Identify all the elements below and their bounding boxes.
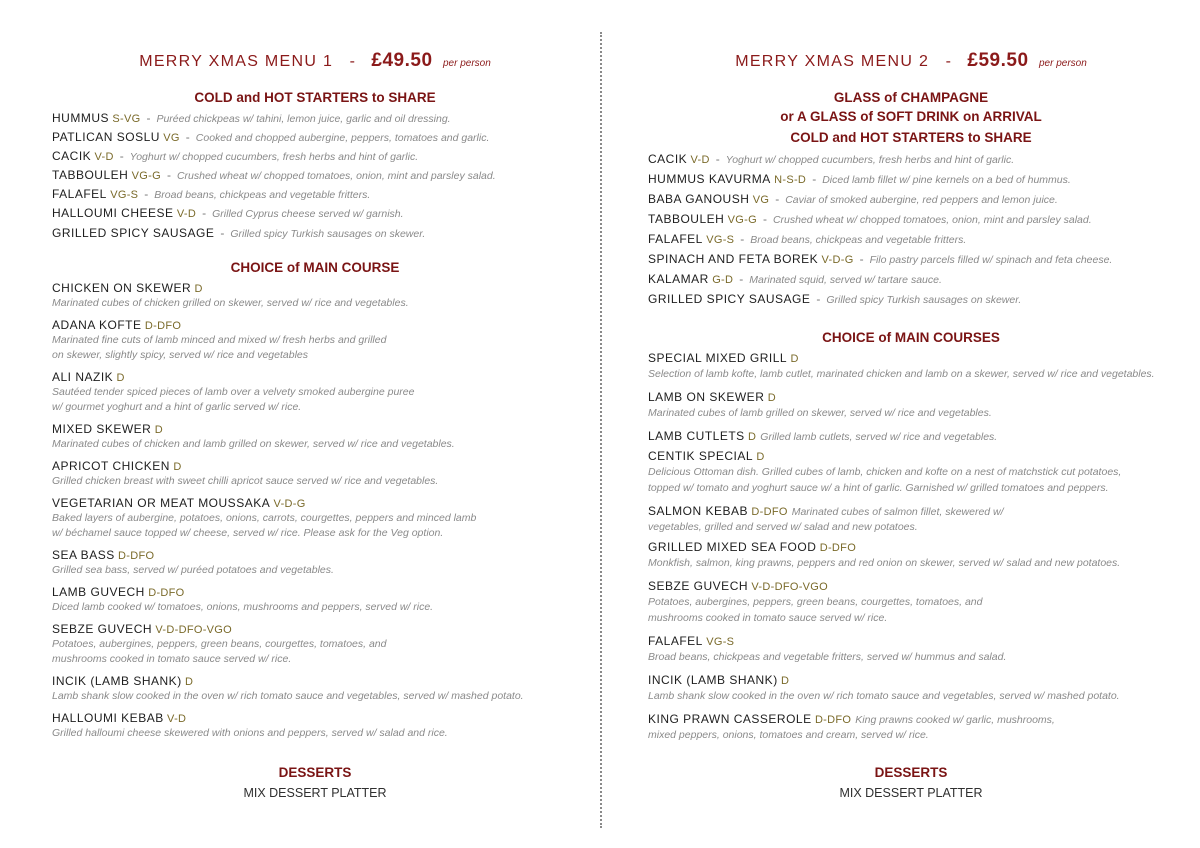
item-name: CACIK (648, 152, 688, 166)
item-description: Broad beans, chickpeas and vegetable fritters. (750, 234, 967, 246)
dietary-code: D (790, 353, 799, 365)
dietary-code: VG-S (706, 234, 735, 246)
item-description: King prawns cooked w/ garlic, mushrooms, (855, 714, 1055, 726)
item-name: TABBOULEH (52, 168, 129, 182)
menu-2-main-item (648, 449, 765, 465)
item-name: CACIK (52, 149, 92, 163)
menu-1-main-item (52, 711, 186, 727)
menu-1-per-person: per person (443, 58, 491, 69)
menu-1-main-item (52, 318, 181, 334)
menu-1-main-item (52, 548, 154, 564)
item-description: Puréed chickpeas w/ tahini, lemon juice, garlic and oil dressing. (156, 113, 451, 125)
menu-1-title-separator: - (349, 53, 355, 70)
item-name: KING PRAWN CASSEROLE (648, 712, 812, 726)
menu-2-arrival-line-2: or A GLASS of SOFT DRINK on ARRIVAL (780, 109, 1042, 124)
dietary-code: V-D-DFO-VGO (751, 581, 829, 593)
item-name: SPINACH AND FETA BOREK (648, 252, 819, 266)
dietary-code: VG-G (131, 170, 161, 182)
dietary-code: V-D (176, 208, 197, 220)
menu-2-starter-item: CACIK V-D - Yoghurt w/ chopped cucumbers, fresh herbs and hint of garlic. (648, 152, 1015, 166)
item-description: Yoghurt w/ chopped cucumbers, fresh herbs and hint of garlic. (129, 151, 419, 163)
item-name: BABA GANOUSH (648, 192, 750, 206)
menu-1 (50, 0, 580, 848)
item-description: Diced lamb cooked w/ tomatoes, onions, mushrooms and peppers, served w/ rice. (52, 601, 434, 613)
menu-2-main-item (648, 579, 828, 595)
dietary-code: G-D (712, 274, 734, 286)
item-name: FALAFEL (648, 634, 703, 648)
item-name: PATLICAN SOSLU (52, 130, 160, 144)
menu-2-main-item (648, 504, 1004, 520)
item-description: Grilled halloumi cheese skewered with onions and peppers, served w/ salad and rice. (52, 727, 448, 739)
item-name: SPECIAL MIXED GRILL (648, 351, 788, 365)
menu-1-starter-item: TABBOULEH VG-G - Crushed wheat w/ chopped tomatoes, onion, mint and parsley salad. (52, 168, 496, 182)
dietary-code: D-DFO (118, 550, 155, 562)
menu-2-mains-heading: CHOICE of MAIN COURSES (822, 330, 1000, 345)
item-name: INCIK (LAMB SHANK) (52, 674, 182, 688)
menu-2-main-item (648, 540, 856, 556)
page-divider (600, 32, 602, 828)
item-name: ADANA KOFTE (52, 318, 142, 332)
dietary-code: VG-G (727, 214, 757, 226)
menu-2-starter-item: GRILLED SPICY SAUSAGE - Grilled spicy Turkish sausages on skewer. (648, 292, 1022, 306)
item-description: Grilled spicy Turkish sausages on skewer. (230, 228, 426, 240)
menu-1-dessert: MIX DESSERT PLATTER (243, 786, 387, 800)
item-name: MIXED SKEWER (52, 422, 152, 436)
menu-2-per-person: per person (1039, 58, 1087, 69)
menu-2-starter-item: KALAMAR G-D - Marinated squid, served w/ tartare sauce. (648, 272, 942, 286)
dietary-code: V-D-G (273, 498, 306, 510)
menu-2-name: MERRY XMAS MENU 2 (735, 53, 930, 70)
item-name: ALI NAZIK (52, 370, 114, 384)
item-name: HALLOUMI KEBAB (52, 711, 164, 725)
item-description: Baked layers of aubergine, potatoes, onions, carrots, courgettes, peppers and minced lamb (52, 512, 477, 524)
item-name: INCIK (LAMB SHANK) (648, 673, 778, 687)
menu-2-starter-item: SPINACH AND FETA BOREK V-D-G - Filo pastry parcels filled w/ spinach and feta cheese. (648, 252, 1113, 266)
dietary-code: D-DFO (148, 587, 185, 599)
menu-1-price: £49.50 (371, 50, 433, 71)
menu-2-main-item (648, 390, 776, 406)
item-description: on skewer, slightly spicy, served w/ rice and vegetables (52, 349, 309, 361)
menu-1-main-item (52, 281, 203, 297)
menu-2-title (646, 50, 1176, 72)
menu-1-main-item (52, 496, 306, 512)
dietary-code: V-D (94, 151, 114, 163)
menu-2-starter-item: FALAFEL VG-S - Broad beans, chickpeas and vegetable fritters. (648, 232, 967, 246)
item-name: HUMMUS (52, 111, 109, 125)
menu-1-starter-item: GRILLED SPICY SAUSAGE - Grilled spicy Turkish sausages on skewer. (52, 226, 426, 240)
item-name: SEBZE GUVECH (648, 579, 749, 593)
dietary-code: D (756, 451, 765, 463)
item-description: Selection of lamb kofte, lamb cutlet, marinated chicken and lamb on a skewer, served w/ rice and vegetables. (648, 368, 1155, 380)
item-description: Grilled spicy Turkish sausages on skewer. (826, 294, 1022, 306)
item-description: w/ béchamel sauce topped w/ cheese, served w/ rice. Please ask for the Veg option. (52, 527, 444, 539)
item-description: Marinated cubes of salmon fillet, skewered w/ (791, 506, 1004, 518)
dietary-code: D (185, 676, 194, 688)
menu-1-main-item (52, 674, 193, 690)
dietary-code: VG (163, 132, 180, 144)
item-description: Grilled Cyprus cheese served w/ garnish. (212, 208, 404, 220)
dietary-code: N-S-D (774, 174, 807, 186)
menu-1-starter-item: HUMMUS S-VG - Puréed chickpeas w/ tahini, lemon juice, garlic and oil dressing. (52, 111, 451, 125)
item-description: vegetables, grilled and served w/ salad and new potatoes. (648, 521, 918, 533)
dietary-code: D-DFO (814, 714, 852, 726)
menu-2-main-item (648, 712, 1055, 728)
item-description: Cooked and chopped aubergine, peppers, tomatoes and garlic. (195, 132, 490, 144)
dietary-code: V-D-G (821, 254, 854, 266)
menu-1-starter-item: HALLOUMI CHEESE V-D - Grilled Cyprus cheese served w/ garnish. (52, 206, 404, 220)
item-name: TABBOULEH (648, 212, 725, 226)
menu-1-title (50, 50, 580, 72)
item-name: VEGETARIAN OR MEAT MOUSSAKA (52, 496, 271, 510)
item-name: SEBZE GUVECH (52, 622, 153, 636)
dietary-code: D (781, 675, 790, 687)
dietary-code: D (173, 461, 182, 473)
dietary-code: S-VG (112, 113, 141, 125)
item-description: Marinated cubes of lamb grilled on skewer, served w/ rice and vegetables. (648, 407, 992, 419)
item-name: GRILLED SPICY SAUSAGE (52, 226, 215, 240)
item-name: LAMB CUTLETS (648, 429, 745, 443)
menu-2-starter-item: BABA GANOUSH VG - Caviar of smoked aubergine, red peppers and lemon juice. (648, 192, 1058, 206)
item-description: Monkfish, salmon, king prawns, peppers and red onion on skewer, served w/ salad and new potatoes. (648, 557, 1121, 569)
item-name: SALMON KEBAB (648, 504, 749, 518)
menu-1-name: MERRY XMAS MENU 1 (139, 53, 334, 70)
item-description: Lamb shank slow cooked in the oven w/ rich tomato sauce and vegetables, served w/ mashed potato. (52, 690, 524, 702)
item-description: Delicious Ottoman dish. Grilled cubes of lamb, chicken and kofte on a nest of matchstick cut potatoes, (648, 466, 1122, 478)
menu-2-starters-heading: COLD and HOT STARTERS to SHARE (790, 130, 1032, 145)
item-name: SEA BASS (52, 548, 115, 562)
menu-1-starters-heading: COLD and HOT STARTERS to SHARE (194, 90, 436, 105)
item-name: KALAMAR (648, 272, 709, 286)
menu-1-main-item (52, 459, 182, 475)
item-name: HALLOUMI CHEESE (52, 206, 174, 220)
item-description: Yoghurt w/ chopped cucumbers, fresh herbs and hint of garlic. (725, 154, 1015, 166)
item-description: topped w/ tomato and yoghurt sauce w/ a hint of garlic. Garnished w/ grilled tomatoes and peppers. (648, 482, 1109, 494)
item-description: Potatoes, aubergines, peppers, green beans, courgettes, tomatoes, and (52, 638, 387, 650)
item-description: Sautéed tender spiced pieces of lamb over a velvety smoked aubergine puree (52, 386, 415, 398)
menu-1-starter-item: CACIK V-D - Yoghurt w/ chopped cucumbers, fresh herbs and hint of garlic. (52, 149, 419, 163)
item-name: LAMB GUVECH (52, 585, 145, 599)
dietary-code: D-DFO (819, 542, 857, 554)
item-description: Grilled sea bass, served w/ puréed potatoes and vegetables. (52, 564, 334, 576)
item-description: Marinated squid, served w/ tartare sauce. (749, 274, 942, 286)
dietary-code: D (767, 392, 776, 404)
menu-2-starter-item: HUMMUS KAVURMA N-S-D - Diced lamb fillet w/ pine kernels on a bed of hummus. (648, 172, 1071, 186)
menu-1-mains-heading: CHOICE of MAIN COURSE (230, 260, 400, 275)
item-name: LAMB ON SKEWER (648, 390, 765, 404)
item-description: Potatoes, aubergines, peppers, green beans, courgettes, tomatoes, and (648, 596, 983, 608)
dietary-code: VG-S (110, 189, 139, 201)
menu-2-dessert: MIX DESSERT PLATTER (839, 786, 983, 800)
menu-1-starter-item: FALAFEL VG-S - Broad beans, chickpeas and vegetable fritters. (52, 187, 371, 201)
menu-2-desserts-heading: DESSERTS (874, 765, 948, 780)
menu-2-price: £59.50 (967, 50, 1029, 71)
dietary-code: VG (752, 194, 770, 206)
dietary-code: D-DFO (144, 320, 182, 332)
item-description: Grilled lamb cutlets, served w/ rice and vegetables. (760, 431, 998, 443)
menu-2-main-item (648, 429, 997, 445)
item-description: Crushed wheat w/ chopped tomatoes, onion, mint and parsley salad. (176, 170, 496, 182)
item-name: CENTIK SPECIAL (648, 449, 754, 463)
menu-1-main-item (52, 622, 232, 638)
menu-1-starter-item: PATLICAN SOSLU VG - Cooked and chopped aubergine, peppers, tomatoes and garlic. (52, 130, 490, 144)
item-name: APRICOT CHICKEN (52, 459, 170, 473)
menu-1-main-item (52, 370, 125, 386)
menu-1-main-item (52, 422, 163, 438)
dietary-code: D (116, 372, 125, 384)
item-description: Filo pastry parcels filled w/ spinach and feta cheese. (869, 254, 1113, 266)
item-description: mixed peppers, onions, tomatoes and cream, served w/ rice. (648, 729, 929, 741)
item-name: GRILLED MIXED SEA FOOD (648, 540, 817, 554)
menu-1-desserts-heading: DESSERTS (278, 765, 352, 780)
item-description: Lamb shank slow cooked in the oven w/ rich tomato sauce and vegetables, served w/ mashed potato. (648, 690, 1120, 702)
item-name: FALAFEL (52, 187, 107, 201)
item-name: HUMMUS KAVURMA (648, 172, 771, 186)
item-description: w/ gourmet yoghurt and a hint of garlic served w/ rice. (52, 401, 302, 413)
item-name: FALAFEL (648, 232, 703, 246)
item-description: Diced lamb fillet w/ pine kernels on a bed of hummus. (822, 174, 1071, 186)
menu-1-main-item (52, 585, 185, 601)
menu-2-arrival-line-1: GLASS of CHAMPAGNE (833, 90, 989, 105)
menu-2-title-separator: - (945, 53, 951, 70)
menu-2-starter-item: TABBOULEH VG-G - Crushed wheat w/ chopped tomatoes, onion, mint and parsley salad. (648, 212, 1092, 226)
item-description: Broad beans, chickpeas and vegetable fritters, served w/ hummus and salad. (648, 651, 1007, 663)
item-description: Marinated cubes of chicken and lamb grilled on skewer, served w/ rice and vegetables. (52, 438, 455, 450)
menu-2-main-item (648, 351, 799, 367)
dietary-code: D (748, 431, 757, 443)
item-description: Crushed wheat w/ chopped tomatoes, onion, mint and parsley salad. (772, 214, 1092, 226)
item-description: mushrooms cooked in tomato sauce served w/ rice. (52, 653, 292, 665)
menu-2 (646, 0, 1176, 848)
dietary-code: V-D (690, 154, 710, 166)
menu-2-main-item (648, 673, 789, 689)
menu-2-main-item (648, 634, 734, 650)
item-description: Broad beans, chickpeas and vegetable fritters. (154, 189, 371, 201)
item-description: Marinated cubes of chicken grilled on skewer, served w/ rice and vegetables. (52, 297, 409, 309)
item-description: Caviar of smoked aubergine, red peppers and lemon juice. (785, 194, 1058, 206)
item-name: GRILLED SPICY SAUSAGE (648, 292, 811, 306)
dietary-code: VG-S (706, 636, 735, 648)
dietary-code: D-DFO (751, 506, 788, 518)
dietary-code: V-D (167, 713, 187, 725)
item-description: Grilled chicken breast with sweet chilli apricot sauce served w/ rice and vegetables. (52, 475, 439, 487)
item-name: CHICKEN ON SKEWER (52, 281, 192, 295)
item-description: Marinated fine cuts of lamb minced and mixed w/ fresh herbs and grilled (52, 334, 387, 346)
dietary-code: V-D-DFO-VGO (155, 624, 233, 636)
dietary-code: D (154, 424, 163, 436)
item-description: mushrooms cooked in tomato sauce served w/ rice. (648, 612, 888, 624)
dietary-code: D (194, 283, 203, 295)
